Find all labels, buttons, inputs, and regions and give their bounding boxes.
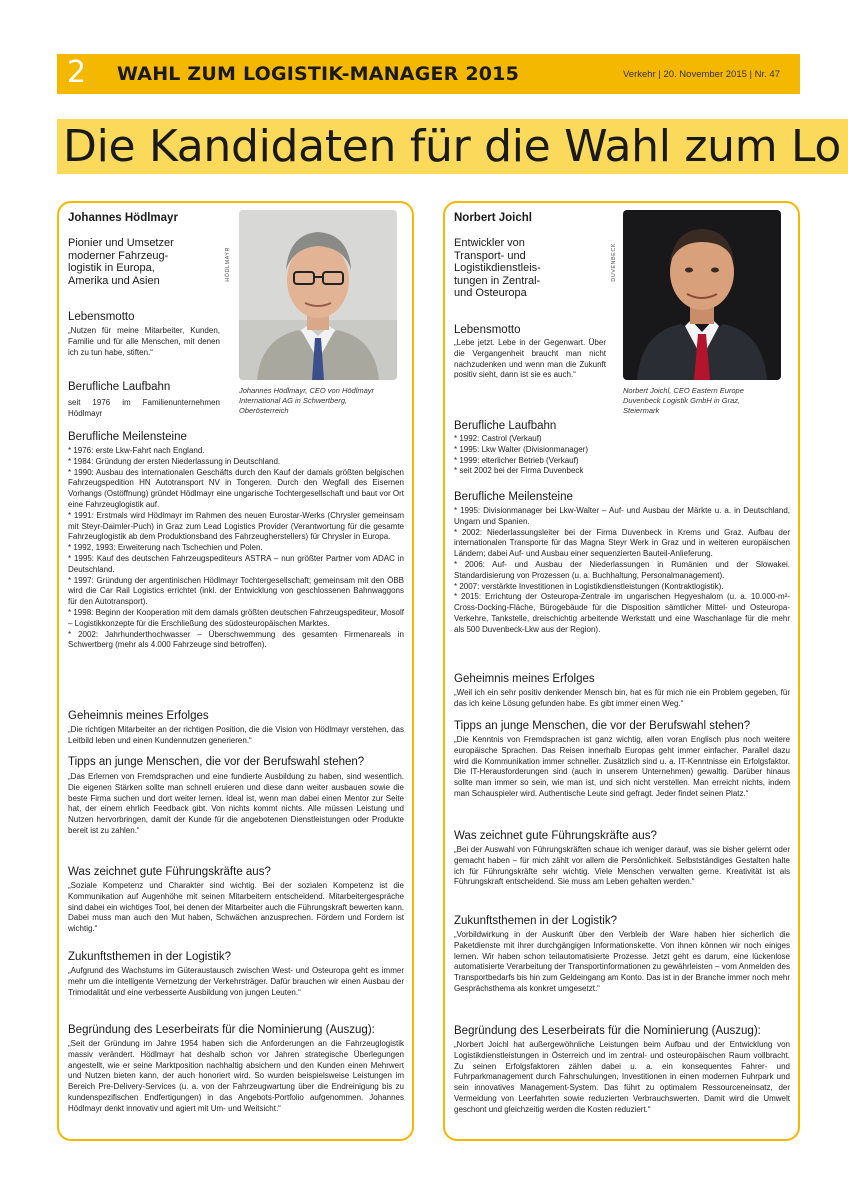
tips-text: „Das Erlernen von Fremdsprachen und eine fundierte Ausbildung zu haben, sind wesentlich. Die eigenen Stärken sollte man schnell eruieren und diese dann weiter ausbauen sowie die beste Firma suchen und dort weiter lernen. Ideal ist, wenn man dabei einen Mentor zur Seite hat, der einem ehrlich Feedback gibt. Von nichts kommt nichts. Alle müssen Leistung und Nutzen hervorbringen, damit der Kunde für die angebotenen Dienstleistungen oder Produkte bereit ist zu zahlen.“ (68, 772, 404, 835)
candidate-tagline: Entwickler von Transport- und Logistikdienstleis- tungen in Zentral- und Osteuropa (454, 237, 541, 299)
list-item: * 2002: Jahrhunderthochwasser – Überschwemmung des gesamten Firmenareals in Schwertberg (mehr als 4.000 Fahrzeuge sind betroffen). (68, 629, 404, 650)
page-number: 2 (67, 55, 87, 90)
list-item: * 2007: verstärkte Investitionen in Logistikdienstleistungen (Kontraktlogistik). (454, 581, 724, 591)
career-text: seit 1976 im Familienunternehmen Hödlmayr (68, 398, 220, 418)
list-item: * 1997: Gründung der argentinischen Hödlmayr Tochtergesellschaft; gemeinsam mit den ÖBB wird die Car Rail Logistics errichtet (inkl. der Entwicklung von geschlossenen Bahnwaggons für den Autotransport). (68, 575, 404, 607)
candidate-name: Johannes Hödlmayr (68, 212, 178, 224)
photo-credit: DUVENBECK (611, 243, 617, 282)
future-heading: Zukunftsthemen in der Logistik? (68, 951, 232, 963)
photo-caption: Norbert Joichl, CEO Eastern Europe Duvenbeck Logistik GmbH in Graz, Steiermark (623, 386, 744, 415)
candidate-tagline: Pionier und Umsetzer moderner Fahrzeug- logistik in Europa, Amerika und Asien (68, 237, 174, 287)
list-item: * seit 2002 bei der Firma Duvenbeck (454, 466, 584, 476)
issue-info: Verkehr | 20. November 2015 | Nr. 47 (622, 69, 780, 80)
career-list (454, 434, 790, 477)
section-title: WAHL ZUM LOGISTIK-MANAGER 2015 (117, 63, 519, 85)
success-text: „Die richtigen Mitarbeiter an der richtigen Position, die die Vision von Hödlmayr verstehen, das Leitbild leben und einen Kundennutzen generieren.“ (68, 725, 404, 745)
list-item: * 1991: Erstmals wird Hödlmayr im Rahmen des neuen Eurostar-Werks (Chrysler gemeinsam mit Steyr-Daimler-Puch) in Graz zum Lead Logistics Provider (Verantwortung für die gesamte Fahrzeuglogistik ab dem Produktionsband des Fahrzeugherstellers) für Chrysler in Europa. (68, 510, 404, 542)
future-text: „Vorbildwirkung in der Auskunft über den Verbleib der Ware haben hier sicherlich die Paketdienste mit ihrer durchgängigen Informationskette. Von ihnen können wir noch einiges lernen. Wir haben schon teilautomatisierte Prozesse. Jetzt geht es darum, eine lückenlose automatisierte Verarbeitung der Transportinformationen zu gewährleisten – vom Anmelden des Transportbedarfs bis hin zum Geldeingang am Konto. Das ist in der Branche immer noch mehr Gesprächsthema als konkret umgesetzt.“ (454, 930, 790, 993)
list-item: * 1990: Ausbau des internationalen Geschäfts durch den Kauf der damals größten belgischen Fahrzeugspedition HN Autotransport NV in Tongeren. Durch den Wegfall des Eisernen Vorhangs (Ostöffnung) gründet Hödlmayr eine ungarische Tochtergesellschaft und baut vor Ort eine Fahrzeuglogistik auf. (68, 467, 404, 509)
milestones-list (454, 506, 790, 636)
success-text: „Weil ich ein sehr positiv denkender Mensch bin, hat es für mich nie ein Problem gegeben, für das ich keine Lösung gefunden habe. Es gibt immer einen Weg.“ (454, 688, 790, 708)
motto-heading: Lebensmotto (68, 311, 135, 323)
list-item: * 1999: elterlicher Betrieb (Verkauf) (454, 455, 579, 465)
list-item: * 1992, 1993: Erweiterung nach Tschechien und Polen. (68, 543, 263, 553)
success-heading: Geheimnis meines Erfolges (454, 673, 595, 685)
page-headline: Die Kandidaten für die Wahl zum Lo (63, 121, 842, 172)
list-item: * 1976: erste Lkw-Fahrt nach England. (68, 446, 205, 455)
motto-text: „Lebe jetzt. Lebe in der Gegenwart. Über die Vergangenheit braucht man nicht nachzudenken und wenn man die Zukunft positiv sieht, dann ist sie es auch.“ (454, 338, 606, 380)
page-header (57, 54, 800, 94)
milestones-list (68, 446, 404, 651)
candidate-card-joichl (443, 201, 800, 1141)
leaders-text: „Soziale Kompetenz und Charakter sind wichtig. Bei der sozialen Kompetenz ist die Kommunikation auf Augenhöhe mit seinen Mitarbeitern entscheidend. Mitarbeitergespräche sind dabei ein wichtiges Tool, bei denen der Mitarbeiter auch die Führungskraft bewerten kann. Dabei muss man auch den Mut haben, Schwächen anzusprechen. Fördern und Fordern ist wichtig.“ (68, 881, 404, 934)
future-text: „Aufgrund des Wachstums im Güteraustausch zwischen West- und Osteuropa geht es immer mehr um die intelligente Vernetzung der Verkehrsträger. Dafür brauchen wir einen Ausbau der Trimodalität und eine verbesserte Ausbildung von jungen Leuten.“ (68, 966, 404, 997)
list-item: * 1995: Kauf des deutschen Fahrzeugspediteurs ASTRA – nun größter Partner vom ADAC in Deutschland. (68, 553, 404, 574)
tips-heading: Tipps an junge Menschen, die vor der Berufswahl stehen? (68, 756, 365, 768)
candidate-name: Norbert Joichl (454, 212, 532, 224)
list-item: * 2006: Auf- und Ausbau der Niederlassungen in Rumänien und der Slowakei. Standardisierung von Prozessen (u. a. Buchhaltung, Personalmanagement). (454, 559, 790, 580)
reason-heading: Begründung des Leserbeirats für die Nominierung (Auszug): (454, 1025, 761, 1037)
portrait-photo (623, 210, 781, 380)
list-item: * 2015: Errichtung der Osteuropa-Zentrale im ungarischen Hegyeshalom (u. a. 10.000-m²-Cross-Docking-Fläche, Bürogebäude für die Disposition sämtlicher Mittel- und Osteuropa-Verkehre, Tankstelle, dreischichtig arbeitende Werkstatt und eine Waschanlage für die mehr als 500 Duvenbeck-Lkw aus der Region). (454, 592, 790, 634)
list-item: * 1984: Gründung der ersten Niederlassung in Deutschland. (68, 456, 281, 466)
portrait-photo (239, 210, 397, 380)
photo-caption: Johannes Hödlmayr, CEO von Hödlmayr International AG in Schwertberg, Oberösterreich (239, 386, 375, 415)
headline-band (57, 119, 848, 174)
photo-credit: HÖDLMAYR (225, 247, 231, 282)
leaders-heading: Was zeichnet gute Führungskräfte aus? (454, 830, 657, 842)
list-item: * 1998: Beginn der Kooperation mit dem damals größten deutschen Fahrzeugspediteur, Mosolf – Logistikkonzepte für die Erschließung des südosteuropäischen Marktes. (68, 607, 404, 628)
success-heading: Geheimnis meines Erfolges (68, 710, 209, 722)
list-item: * 1995: Divisionmanager bei Lkw-Walter – Auf- und Ausbau der Märkte u. a. in Deutschland, Ungarn und Spanien. (454, 506, 790, 526)
list-item: * 2002: Niederlassungsleiter bei der Firma Duvenbeck in Krems und Graz. Aufbau der internationalen Transporte für das Magna Steyr Werk in Graz und in weiteren europäischen Ländern; dabei Auf- und Ausbau einer sequenzierten Bauteil-Anlieferung. (454, 527, 790, 559)
leaders-text: „Bei der Auswahl von Führungskräften schaue ich weniger darauf, was sie bisher gelernt oder gemacht haben – für mich zählt vor allem die Persönlichkeit. Selbstständiges Gestalten halte ich für Führungskräfte sehr wichtig. Viele Menschen verwalten gerne. Kreativität ist als Führungskraft entscheidend. Sie muss am Leben gehalten werden.“ (454, 845, 790, 887)
reason-text: „Seit der Gründung im Jahre 1954 haben sich die Anforderungen an die Fahrzeuglogistik massiv verändert. Hödlmayr hat deshalb schon vor Jahren strategische Überlegungen angestellt, wie er seine Marktposition nachhaltig absichern und den Kunden einen Mehrwert und Nutzen bieten kann, der auch honoriert wird. So wurden beispielsweise Leistungen im Bereich Pre-Delivery-Services (u. a. von der Fahrzeugwartung über die Endreinigung bis zu kundenspezifischen Endfertigungen) in das Angebots-Portfolio aufgenommen. Johannes Hödlmayr denkt innovativ und agiert mit Um- und Weitsicht.“ (68, 1039, 404, 1113)
motto-text: „Nutzen für meine Mitarbeiter, Kunden, Familie und für alle Menschen, mit denen ich zu tun habe, stiften.“ (68, 326, 220, 357)
tips-heading: Tipps an junge Menschen, die vor der Berufswahl stehen? (454, 720, 751, 732)
list-item: * 1992: Castrol (Verkauf) (454, 434, 542, 443)
future-heading: Zukunftsthemen in der Logistik? (454, 915, 618, 927)
list-item: * 1995: Lkw Walter (Divisionmanager) (454, 444, 588, 454)
career-heading: Berufliche Laufbahn (68, 381, 171, 393)
milestones-heading: Berufliche Meilensteine (454, 491, 573, 503)
reason-heading: Begründung des Leserbeirats für die Nominierung (Auszug): (68, 1024, 375, 1036)
candidate-card-hoedlmayr (57, 201, 414, 1141)
tips-text: „Die Kenntnis von Fremdsprachen ist ganz wichtig, allen voran Englisch plus noch weitere europäische Sprachen. Das Reisen innerhalb Europas geht immer einfacher. Parallel dazu wird die Kommunikation immer schneller. Zusätzlich sind u. a. IT-Kenntnisse ein Erfolgsfaktor. Die IT-Herausforderungen sind (auch in unserem Unternehmen) gewaltig. Darüber hinaus sollte man immer so sein, wie man ist, und sich nicht verstellen. Man erreicht nichts, indem man Schauspieler wird. Authentische Leute sind gefragt. Jeder findet seinen Platz.“ (454, 735, 790, 798)
motto-heading: Lebensmotto (454, 324, 521, 336)
reason-text: „Norbert Joichl hat außergewöhnliche Leistungen beim Aufbau und der Entwicklung von Logistikdienstleistungen in Österreich und im zentral- und osteuropäischen Raum vollbracht. Zu seinen Erfolgsfaktoren zählen dabei u. a. ein konsequentes Fahrer- und Fuhrparkmanagement durch Fahrschulungen, Investitionen in einen modernen Fuhrpark und sein innovatives Management-System. Das führt zu optimalem Ressourceneinsatz, der Vermeidung von Leerfahrten sowie reduzierten Verbrauchswerten. Damit wird die Umwelt geschont und gleichzeitig werden die Kosten reduziert.“ (454, 1040, 790, 1114)
career-heading: Berufliche Laufbahn (454, 420, 557, 432)
leaders-heading: Was zeichnet gute Führungskräfte aus? (68, 866, 271, 878)
milestones-heading: Berufliche Meilensteine (68, 431, 187, 443)
